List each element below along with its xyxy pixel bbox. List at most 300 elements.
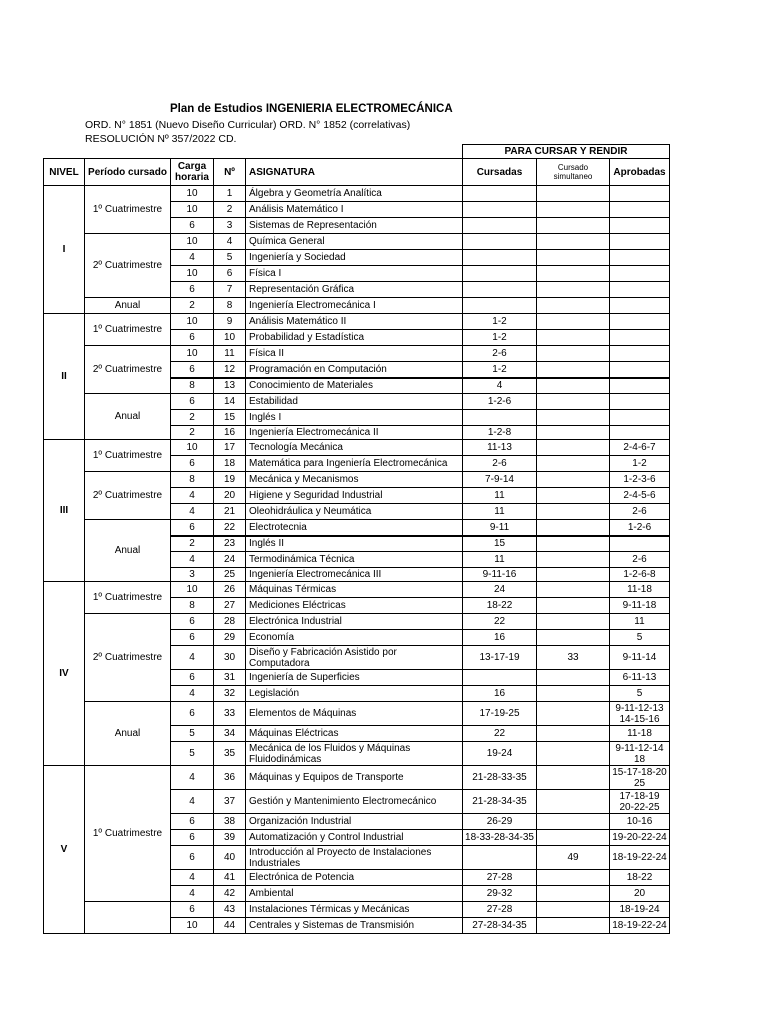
aprobadas-cell: 18-19-22-24 <box>610 918 670 934</box>
cursadas-cell: 1-2-8 <box>463 426 537 440</box>
period-cell: 2º Cuatrimestre <box>85 472 171 520</box>
number-cell: 37 <box>214 790 246 814</box>
aprobadas-cell: 1-2 <box>610 456 670 472</box>
aprobadas-cell: 9-11-14 <box>610 646 670 670</box>
aprobadas-cell <box>610 346 670 362</box>
number-cell: 16 <box>214 426 246 440</box>
subject-cell: Conocimiento de Materiales <box>246 378 463 394</box>
subject-cell: Física I <box>246 266 463 282</box>
carga-cell: 6 <box>171 630 214 646</box>
cursadas-cell <box>463 670 537 686</box>
carga-cell: 4 <box>171 504 214 520</box>
resolution-line: RESOLUCIÓN Nº 357/2022 CD. <box>85 133 237 145</box>
aprobadas-cell <box>610 202 670 218</box>
cursadas-cell: 29-32 <box>463 886 537 902</box>
number-cell: 9 <box>214 314 246 330</box>
carga-cell: 8 <box>171 378 214 394</box>
group-header-row <box>44 145 670 159</box>
cursadas-cell <box>463 234 537 250</box>
table-row <box>44 314 670 330</box>
simultaneo-cell <box>537 488 610 504</box>
subject-cell: Higiene y Seguridad Industrial <box>246 488 463 504</box>
simultaneo-cell <box>537 902 610 918</box>
number-cell: 25 <box>214 568 246 582</box>
carga-cell: 4 <box>171 250 214 266</box>
simultaneo-cell <box>537 504 610 520</box>
aprobadas-cell: 18-19-24 <box>610 902 670 918</box>
subject-cell: Organización Industrial <box>246 814 463 830</box>
subject-cell: Electrotecnia <box>246 520 463 536</box>
aprobadas-cell: 10-16 <box>610 814 670 830</box>
header-carga-line2: horaria <box>175 172 209 183</box>
cursadas-cell <box>463 202 537 218</box>
cursadas-cell: 15 <box>463 536 537 552</box>
group-header: PARA CURSAR Y RENDIR <box>463 145 670 159</box>
number-cell: 36 <box>214 766 246 790</box>
simultaneo-cell <box>537 218 610 234</box>
carga-cell: 2 <box>171 298 214 314</box>
number-cell: 40 <box>214 846 246 870</box>
simultaneo-cell <box>537 378 610 394</box>
number-cell: 33 <box>214 702 246 726</box>
number-cell: 26 <box>214 582 246 598</box>
aprobadas-cell: 2-6 <box>610 552 670 568</box>
simultaneo-cell <box>537 536 610 552</box>
aprobadas-cell: 1-2-6 <box>610 520 670 536</box>
subject-cell: Mecánica y Mecanismos <box>246 472 463 488</box>
simultaneo-cell <box>537 426 610 440</box>
cursadas-cell: 17-19-25 <box>463 702 537 726</box>
aprobadas-cell <box>610 250 670 266</box>
cursadas-cell: 24 <box>463 582 537 598</box>
simultaneo-cell <box>537 614 610 630</box>
subject-cell: Ingeniería y Sociedad <box>246 250 463 266</box>
carga-cell: 4 <box>171 766 214 790</box>
cursadas-cell: 16 <box>463 686 537 702</box>
aprobadas-cell: 17-18-19 20-22-25 <box>610 790 670 814</box>
simultaneo-cell <box>537 250 610 266</box>
aprobadas-cell <box>610 536 670 552</box>
carga-cell: 6 <box>171 218 214 234</box>
period-cell: 2º Cuatrimestre <box>85 346 171 394</box>
subject-cell: Mecánica de los Fluidos y Máquinas Fluidodinámicas <box>246 742 463 766</box>
cursadas-cell: 27-28-34-35 <box>463 918 537 934</box>
period-cell: 1º Cuatrimestre <box>85 314 171 346</box>
number-cell: 3 <box>214 218 246 234</box>
nivel-cell: II <box>44 314 85 440</box>
simultaneo-cell <box>537 814 610 830</box>
header-nivel: NIVEL <box>44 159 85 186</box>
header-cursadas: Cursadas <box>463 159 537 186</box>
aprobadas-cell: 2-6 <box>610 504 670 520</box>
aprobadas-cell <box>610 362 670 378</box>
subject-cell: Ingeniería Electromecánica II <box>246 426 463 440</box>
cursadas-cell <box>463 410 537 426</box>
cursadas-cell: 11-13 <box>463 440 537 456</box>
aprobadas-cell: 11-18 <box>610 582 670 598</box>
carga-cell: 2 <box>171 410 214 426</box>
simultaneo-cell <box>537 630 610 646</box>
aprobadas-cell <box>610 298 670 314</box>
cursadas-cell: 26-29 <box>463 814 537 830</box>
carga-cell: 10 <box>171 202 214 218</box>
cursadas-cell: 27-28 <box>463 902 537 918</box>
subject-cell: Matemática para Ingeniería Electromecánica <box>246 456 463 472</box>
carga-cell: 6 <box>171 394 214 410</box>
table-row <box>44 234 670 250</box>
header-aprobadas: Aprobadas <box>610 159 670 186</box>
cursadas-cell: 1-2-6 <box>463 394 537 410</box>
carga-cell: 10 <box>171 918 214 934</box>
carga-cell: 6 <box>171 520 214 536</box>
simultaneo-cell <box>537 568 610 582</box>
number-cell: 38 <box>214 814 246 830</box>
aprobadas-cell <box>610 314 670 330</box>
subject-cell: Ingeniería de Superficies <box>246 670 463 686</box>
subject-cell: Física II <box>246 346 463 362</box>
period-cell: 1º Cuatrimestre <box>85 440 171 472</box>
simultaneo-cell <box>537 266 610 282</box>
carga-cell: 4 <box>171 488 214 504</box>
subject-cell: Electrónica de Potencia <box>246 870 463 886</box>
simultaneo-cell <box>537 790 610 814</box>
carga-cell: 6 <box>171 830 214 846</box>
simultaneo-cell <box>537 456 610 472</box>
ordinance-line: ORD. N° 1851 (Nuevo Diseño Curricular) ORD. N° 1852 (correlativas) <box>85 119 411 131</box>
table-row <box>44 472 670 488</box>
period-cell: 1º Cuatrimestre <box>85 582 171 614</box>
simultaneo-cell <box>537 886 610 902</box>
aprobadas-cell: 11 <box>610 614 670 630</box>
subject-cell: Estabilidad <box>246 394 463 410</box>
subject-cell: Instalaciones Térmicas y Mecánicas <box>246 902 463 918</box>
carga-cell: 6 <box>171 814 214 830</box>
period-cell: Anual <box>85 394 171 440</box>
header-simultaneo-line1: Cursado <box>557 163 589 172</box>
number-cell: 4 <box>214 234 246 250</box>
subject-cell: Inglés II <box>246 536 463 552</box>
cursadas-cell: 11 <box>463 504 537 520</box>
simultaneo-cell <box>537 726 610 742</box>
nivel-cell: V <box>44 766 85 934</box>
simultaneo-cell <box>537 186 610 202</box>
carga-cell: 10 <box>171 186 214 202</box>
subject-cell: Álgebra y Geometría Analítica <box>246 186 463 202</box>
carga-cell: 10 <box>171 234 214 250</box>
aprobadas-cell <box>610 378 670 394</box>
number-cell: 34 <box>214 726 246 742</box>
subject-cell: Introducción al Proyecto de Instalaciones Industriales <box>246 846 463 870</box>
simultaneo-cell <box>537 234 610 250</box>
carga-cell: 10 <box>171 266 214 282</box>
simultaneo-cell <box>537 330 610 346</box>
aprobadas-cell: 19-20-22-24 <box>610 830 670 846</box>
header-num: Nº <box>214 159 246 186</box>
aprobadas-cell <box>610 410 670 426</box>
simultaneo-cell <box>537 670 610 686</box>
aprobadas-cell: 2-4-5-6 <box>610 488 670 504</box>
number-cell: 44 <box>214 918 246 934</box>
subject-cell: Sistemas de Representación <box>246 218 463 234</box>
period-cell: 1º Cuatrimestre <box>85 186 171 234</box>
cursadas-cell: 4 <box>463 378 537 394</box>
subject-cell: Oleohidráulica y Neumática <box>246 504 463 520</box>
aprobadas-cell: 20 <box>610 886 670 902</box>
carga-cell: 6 <box>171 902 214 918</box>
cursadas-cell: 27-28 <box>463 870 537 886</box>
carga-cell: 4 <box>171 870 214 886</box>
simultaneo-cell <box>537 582 610 598</box>
cursadas-cell: 1-2 <box>463 314 537 330</box>
carga-cell: 10 <box>171 582 214 598</box>
period-cell: 2º Cuatrimestre <box>85 614 171 702</box>
number-cell: 31 <box>214 670 246 686</box>
number-cell: 2 <box>214 202 246 218</box>
subject-cell: Análisis Matemático II <box>246 314 463 330</box>
cursadas-cell: 22 <box>463 614 537 630</box>
subject-cell: Programación en Computación <box>246 362 463 378</box>
header-periodo: Período cursado <box>85 159 171 186</box>
period-cell: Anual <box>85 520 171 582</box>
table-row <box>44 440 670 456</box>
subject-cell: Análisis Matemático I <box>246 202 463 218</box>
number-cell: 41 <box>214 870 246 886</box>
study-plan-table <box>43 144 670 934</box>
simultaneo-cell <box>537 552 610 568</box>
number-cell: 17 <box>214 440 246 456</box>
carga-cell: 8 <box>171 598 214 614</box>
carga-cell: 6 <box>171 362 214 378</box>
number-cell: 14 <box>214 394 246 410</box>
cursadas-cell: 11 <box>463 552 537 568</box>
cursadas-cell <box>463 186 537 202</box>
number-cell: 23 <box>214 536 246 552</box>
subject-cell: Mediciones Eléctricas <box>246 598 463 614</box>
number-cell: 19 <box>214 472 246 488</box>
simultaneo-cell: 33 <box>537 646 610 670</box>
number-cell: 35 <box>214 742 246 766</box>
subject-cell: Gestión y Mantenimiento Electromecánico <box>246 790 463 814</box>
carga-cell: 10 <box>171 314 214 330</box>
table-row <box>44 394 670 410</box>
carga-cell: 2 <box>171 426 214 440</box>
number-cell: 22 <box>214 520 246 536</box>
carga-cell: 4 <box>171 686 214 702</box>
simultaneo-cell <box>537 298 610 314</box>
simultaneo-cell <box>537 918 610 934</box>
cursadas-cell <box>463 266 537 282</box>
simultaneo-cell <box>537 472 610 488</box>
number-cell: 13 <box>214 378 246 394</box>
aprobadas-cell <box>610 426 670 440</box>
header-carga <box>171 159 214 186</box>
cursadas-cell: 22 <box>463 726 537 742</box>
period-cell: Anual <box>85 702 171 766</box>
number-cell: 29 <box>214 630 246 646</box>
aprobadas-cell: 18-22 <box>610 870 670 886</box>
table-row <box>44 902 670 918</box>
simultaneo-cell: 49 <box>537 846 610 870</box>
cursadas-cell: 2-6 <box>463 456 537 472</box>
number-cell: 28 <box>214 614 246 630</box>
subject-cell: Máquinas Eléctricas <box>246 726 463 742</box>
subject-cell: Legislación <box>246 686 463 702</box>
simultaneo-cell <box>537 410 610 426</box>
cursadas-cell: 13-17-19 <box>463 646 537 670</box>
number-cell: 27 <box>214 598 246 614</box>
carga-cell: 4 <box>171 552 214 568</box>
cursadas-cell: 1-2 <box>463 330 537 346</box>
aprobadas-cell <box>610 218 670 234</box>
document-title: Plan de Estudios INGENIERIA ELECTROMECÁNICA <box>170 103 453 115</box>
carga-cell: 5 <box>171 726 214 742</box>
cursadas-cell: 21-28-33-35 <box>463 766 537 790</box>
carga-cell: 6 <box>171 670 214 686</box>
table-row <box>44 614 670 630</box>
subject-cell: Ingeniería Electromecánica III <box>246 568 463 582</box>
aprobadas-cell: 9-11-12-14 18 <box>610 742 670 766</box>
subject-cell: Elementos de Máquinas <box>246 702 463 726</box>
cursadas-cell: 2-6 <box>463 346 537 362</box>
table-row <box>44 186 670 202</box>
table-row <box>44 520 670 536</box>
cursadas-cell <box>463 282 537 298</box>
number-cell: 10 <box>214 330 246 346</box>
simultaneo-cell <box>537 830 610 846</box>
number-cell: 1 <box>214 186 246 202</box>
number-cell: 5 <box>214 250 246 266</box>
cursadas-cell: 18-33-28-34-35 <box>463 830 537 846</box>
number-cell: 20 <box>214 488 246 504</box>
aprobadas-cell: 1-2-6-8 <box>610 568 670 582</box>
carga-cell: 8 <box>171 472 214 488</box>
cursadas-cell: 1-2 <box>463 362 537 378</box>
header-simultaneo <box>537 159 610 186</box>
cursadas-cell <box>463 218 537 234</box>
carga-cell: 6 <box>171 614 214 630</box>
number-cell: 39 <box>214 830 246 846</box>
header-simultaneo-line2: simultaneo <box>553 172 593 181</box>
cursadas-cell <box>463 846 537 870</box>
cursadas-cell: 19-24 <box>463 742 537 766</box>
simultaneo-cell <box>537 686 610 702</box>
cursadas-cell: 9-11-16 <box>463 568 537 582</box>
simultaneo-cell <box>537 346 610 362</box>
simultaneo-cell <box>537 362 610 378</box>
table-row <box>44 298 670 314</box>
aprobadas-cell <box>610 282 670 298</box>
subject-cell: Probabilidad y Estadística <box>246 330 463 346</box>
subject-cell: Representación Gráfica <box>246 282 463 298</box>
aprobadas-cell: 9-11-18 <box>610 598 670 614</box>
simultaneo-cell <box>537 598 610 614</box>
subject-cell: Ingeniería Electromecánica I <box>246 298 463 314</box>
carga-cell: 10 <box>171 346 214 362</box>
subject-cell: Máquinas Térmicas <box>246 582 463 598</box>
number-cell: 7 <box>214 282 246 298</box>
subject-cell: Electrónica Industrial <box>246 614 463 630</box>
aprobadas-cell: 2-4-6-7 <box>610 440 670 456</box>
aprobadas-cell: 9-11-12-13 14-15-16 <box>610 702 670 726</box>
table-row <box>44 766 670 790</box>
carga-cell: 6 <box>171 846 214 870</box>
subject-cell: Química General <box>246 234 463 250</box>
cursadas-cell <box>463 298 537 314</box>
subject-cell: Diseño y Fabricación Asistido por Computadora <box>246 646 463 670</box>
header-carga-line1: Carga <box>177 161 207 172</box>
aprobadas-cell <box>610 394 670 410</box>
aprobadas-cell: 11-18 <box>610 726 670 742</box>
number-cell: 30 <box>214 646 246 670</box>
aprobadas-cell: 15-17-18-20 25 <box>610 766 670 790</box>
period-cell: 1º Cuatrimestre <box>85 766 171 902</box>
carga-cell: 4 <box>171 646 214 670</box>
aprobadas-cell <box>610 266 670 282</box>
aprobadas-cell: 5 <box>610 686 670 702</box>
number-cell: 43 <box>214 902 246 918</box>
subject-cell: Ambiental <box>246 886 463 902</box>
carga-cell: 5 <box>171 742 214 766</box>
subject-cell: Automatización y Control Industrial <box>246 830 463 846</box>
aprobadas-cell: 1-2-3-6 <box>610 472 670 488</box>
simultaneo-cell <box>537 766 610 790</box>
number-cell: 15 <box>214 410 246 426</box>
simultaneo-cell <box>537 282 610 298</box>
subject-cell: Tecnología Mecánica <box>246 440 463 456</box>
aprobadas-cell: 18-19-22-24 <box>610 846 670 870</box>
aprobadas-cell <box>610 186 670 202</box>
carga-cell: 3 <box>171 568 214 582</box>
cursadas-cell: 18-22 <box>463 598 537 614</box>
table-row <box>44 346 670 362</box>
carga-cell: 6 <box>171 330 214 346</box>
subject-cell: Termodinámica Técnica <box>246 552 463 568</box>
simultaneo-cell <box>537 742 610 766</box>
carga-cell: 6 <box>171 456 214 472</box>
period-cell: 2º Cuatrimestre <box>85 234 171 298</box>
subject-cell: Centrales y Sistemas de Transmisión <box>246 918 463 934</box>
subject-cell: Economía <box>246 630 463 646</box>
carga-cell: 6 <box>171 702 214 726</box>
period-cell <box>85 902 171 934</box>
carga-cell: 2 <box>171 536 214 552</box>
number-cell: 8 <box>214 298 246 314</box>
aprobadas-cell <box>610 234 670 250</box>
simultaneo-cell <box>537 394 610 410</box>
cursadas-cell <box>463 250 537 266</box>
number-cell: 42 <box>214 886 246 902</box>
table-row <box>44 582 670 598</box>
number-cell: 11 <box>214 346 246 362</box>
number-cell: 21 <box>214 504 246 520</box>
simultaneo-cell <box>537 702 610 726</box>
carga-cell: 10 <box>171 440 214 456</box>
table-row <box>44 702 670 726</box>
number-cell: 24 <box>214 552 246 568</box>
cursadas-cell: 16 <box>463 630 537 646</box>
aprobadas-cell <box>610 330 670 346</box>
number-cell: 18 <box>214 456 246 472</box>
nivel-cell: I <box>44 186 85 314</box>
simultaneo-cell <box>537 314 610 330</box>
subject-cell: Inglés I <box>246 410 463 426</box>
simultaneo-cell <box>537 202 610 218</box>
simultaneo-cell <box>537 520 610 536</box>
number-cell: 32 <box>214 686 246 702</box>
period-cell: Anual <box>85 298 171 314</box>
subject-cell: Máquinas y Equipos de Transporte <box>246 766 463 790</box>
simultaneo-cell <box>537 870 610 886</box>
